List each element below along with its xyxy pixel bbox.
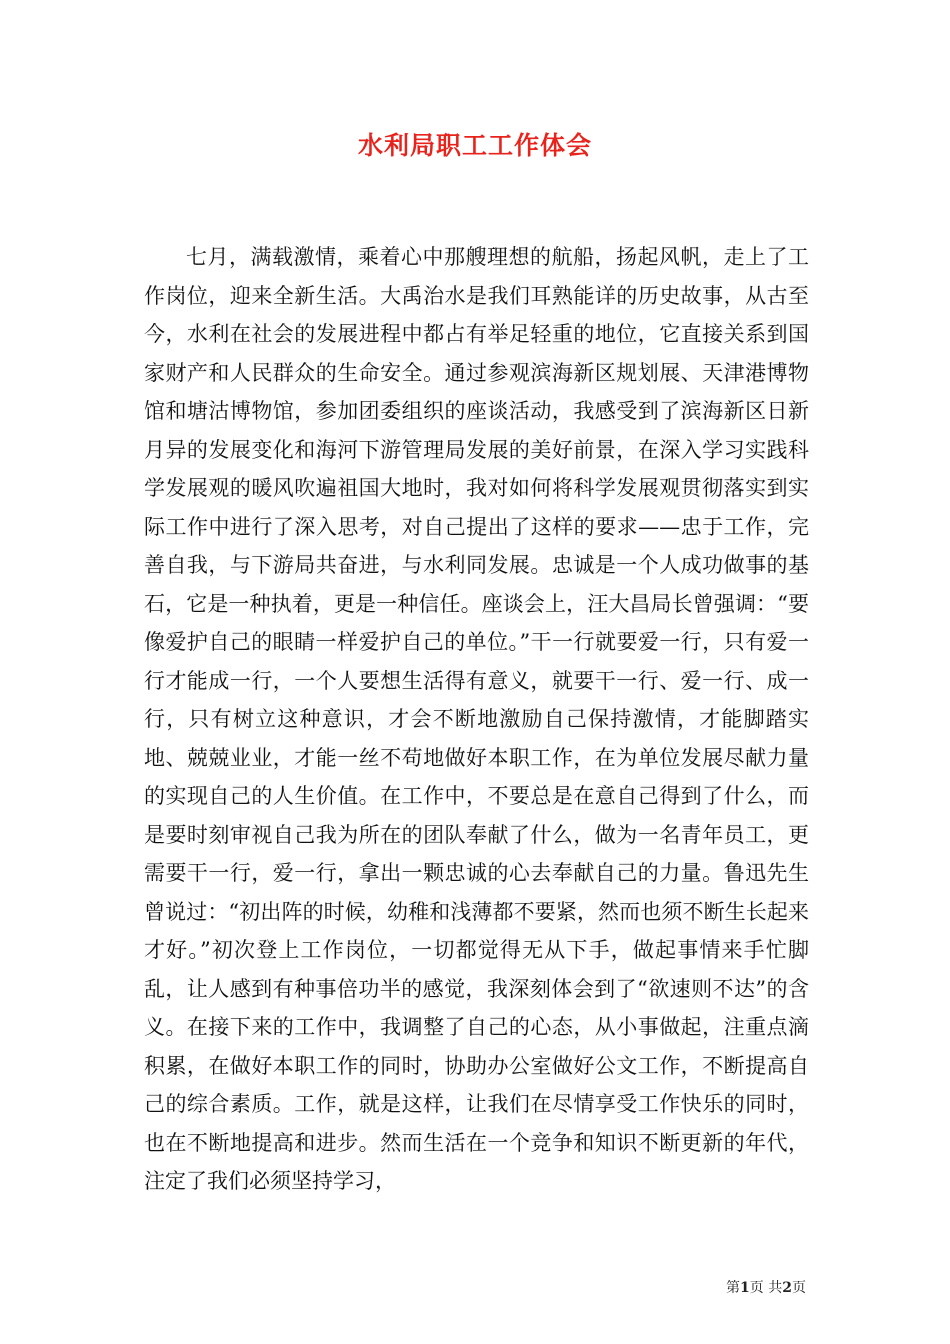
footer-prefix: 第 [726, 1280, 741, 1296]
footer-suffix: 页 [792, 1280, 806, 1296]
footer-current-page: 1 [740, 1280, 750, 1296]
document-title: 水利局职工工作体会 [357, 131, 592, 160]
document-paragraph: 七月，满载激情，乘着心中那艘理想的航船，扬起风帆，走上了工作岗位，迎来全新生活。大禹治水是我们耳熟能详的历史故事，从古至今，水利在社会的发展进程中都占有举足轻重的地位，它直接关系到国家财产和人民群众的生命安全。通过参观滨海新区规划展、天津港博物馆和塘沽博物馆，参加团委组织的座谈活动，我感受到了滨海新区日新月异的发展变化和海河下游管理局发展的美好前景，在深入学习实践科学发展观的暖风吹遍祖国大地时，我对如何将科学发展观贯彻落实到实际工作中进行了深入思考，对自己提出了这样的要求——忠于工作，完善自我，与下游局共奋进，与水利同发展。忠诚是一个人成功做事的基石，它是一种执着，更是一种信任。座谈会上，汪大昌局长曾强调：“要像爱护自己的眼睛一样爱护自己的单位。”干一行就要爱一行，只有爱一行才能成一行，一个人要想生活得有意义，就要干一行、爱一行、成一行，只有树立这种意识，才会不断地激励自己保持激情，才能脚踏实地、兢兢业业，才能一丝不苟地做好本职工作，在为单位发展尽献力量的实现自己的人生价值。在工作中，不要总是在意自己得到了什么，而是要时刻审视自己我为所在的团队奉献了什么，做为一名青年员工，更需要干一行，爱一行，拿出一颗忠诚的心去奉献自己的力量。鲁迅先生曾说过：“初出阵的时候，幼稚和浅薄都不要紧，然而也须不断生长起来才好。”初次登上工作岗位，一切都觉得无从下手，做起事情来手忙脚乱，让人感到有种事倍功半的感觉，我深刻体会到了“欲速则不达”的含义。在接下来的工作中，我调整了自己的心态，从小事做起，注重点滴积累，在做好本职工作的同时，协助办公室做好公文工作，不断提高自己的综合素质。工作，就是这样，让我们在尽情享受工作快乐的同时，也在不断地提高和进步。然而生活在一个竞争和知识不断更新的年代，注定了我们必须坚持学习， [144, 245, 809, 1193]
footer-middle: 页 共 [749, 1280, 783, 1296]
page-footer [0, 1277, 806, 1297]
footer-total-pages: 2 [782, 1280, 792, 1296]
